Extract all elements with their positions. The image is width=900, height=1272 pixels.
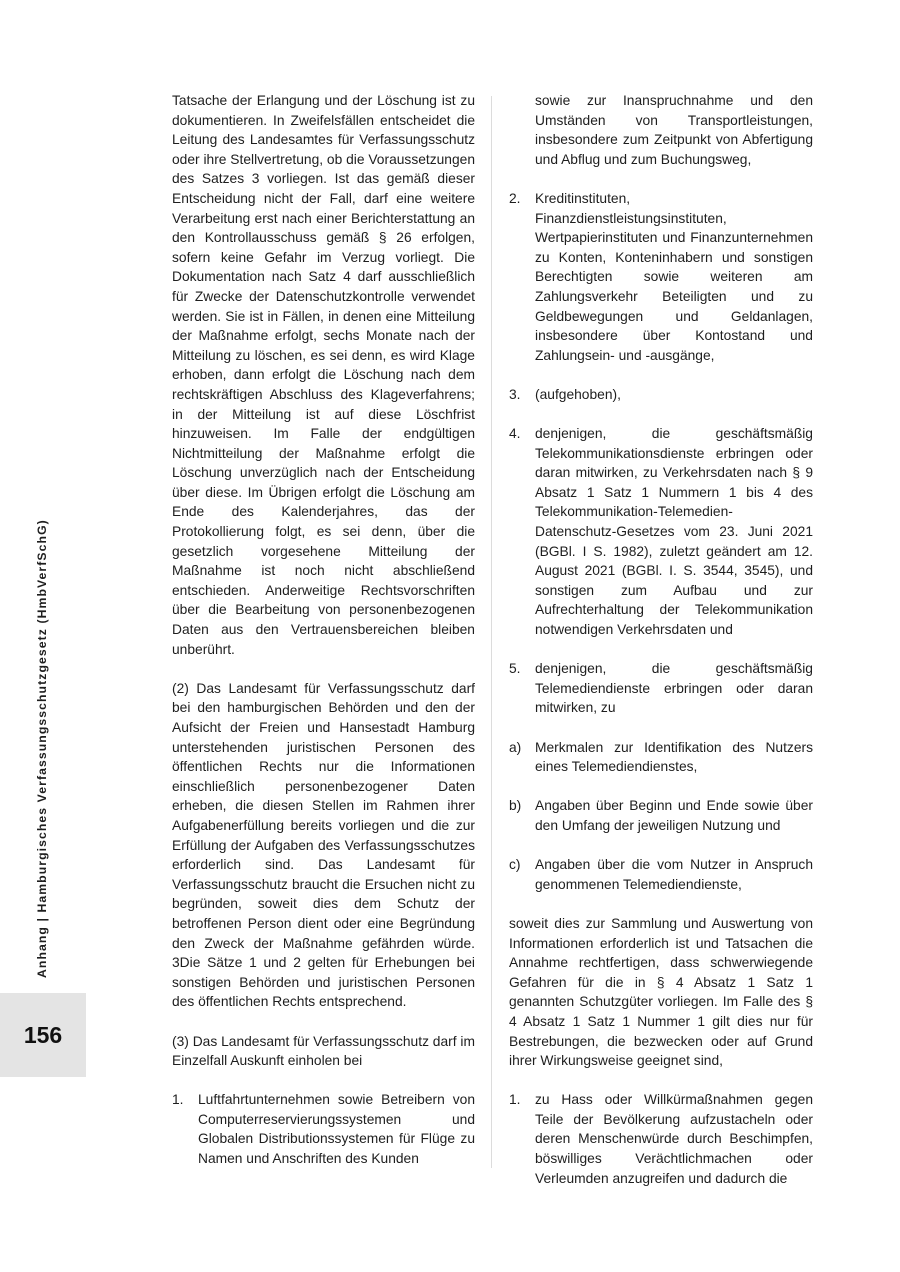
list-item	[509, 424, 813, 640]
list-item	[509, 385, 813, 405]
list-item-text: sowie zur Inanspruchnahme und den Umständen von Transportleistungen, insbesondere zum Zeitpunkt von Abfertigung und Abflug und zum Buchungsweg,	[535, 93, 813, 167]
list-item-text: denjenigen, die geschäftsmäßig Telekommunikationsdienste erbringen oder daran mitwirken, zu Verkehrsdaten nach § 9 Absatz 1 Satz 1 Nummern 1 bis 4 des Telekommunikation-Telemedien-Datenschutz-Gesetzes vom 23. Juni 2021 (BGBl. I S. 1982), zuletzt geändert am 12. August 2021 (BGBl. I. S. 3544, 3545), und sonstigen zum Aufbau und zur Aufrechterhaltung der Telekommunikation notwendigen Verkehrsdaten und	[535, 426, 813, 638]
list-item-continued	[509, 91, 813, 169]
list-item	[172, 1090, 475, 1168]
list-item-text: Angaben über die vom Nutzer in Anspruch genommenen Telemediendienste,	[535, 857, 813, 892]
list-item-number: 1.	[509, 1092, 521, 1108]
list-item-text: Merkmalen zur Identifikation des Nutzers eines Telemediendienstes,	[535, 739, 813, 775]
list-item-number: c)	[509, 857, 521, 873]
list-item-number: 5.	[509, 661, 521, 677]
list-item-number: 1.	[172, 1092, 184, 1108]
list-item	[509, 659, 813, 718]
page-number: 156	[23, 1021, 63, 1048]
list-item-text: Luftfahrtunternehmen sowie Betreibern von Computerreservierungssystemen und Globalen Distributionssystemen für Flüge zu Namen und Anschriften des Kunden	[198, 1092, 475, 1167]
right-column	[509, 91, 813, 1188]
column-divider	[491, 96, 492, 1168]
list-item-text: (aufgehoben),	[535, 386, 621, 402]
list-item-text: Angaben über Beginn und Ende sowie über den Umfang der jeweiligen Nutzung und	[535, 798, 813, 833]
list-item-number: 2.	[509, 190, 521, 206]
list-item	[509, 189, 813, 365]
left-column	[172, 91, 475, 1169]
list-item	[509, 1090, 813, 1188]
list-item-text: Kreditinstituten, Finanzdienstleistungsinstituten, Wertpapierinstituten und Finanzunternehmen zu Konten, Konteninhabern und sonstigen Berechtigten sowie weiteren am Zahlungsverkehr Beteiligten und zu Geldbewegungen und Geldanlagen, insbesondere über Kontostand und Zahlungsein- und -ausgänge,	[535, 190, 813, 363]
list-item-text: zu Hass oder Willkürmaßnahmen gegen Teile der Bevölkerung aufzustacheln oder deren Menschenwürde durch Beschimpfen, böswilliges Verächtlichmachen oder Verleumden anzugreifen und dadurch die	[535, 1092, 813, 1186]
running-header-vertical: Anhang | Hamburgisches Verfassungsschutzgesetz (HmbVerfSchG)	[35, 519, 49, 978]
paragraph-3: (3) Das Landesamt für Verfassungsschutz darf im Einzelfall Auskunft einholen bei	[172, 1033, 475, 1069]
paragraph-soweit: soweit dies zur Sammlung und Auswertung von Informationen erforderlich ist und Tatsachen die Annahme rechtfertigen, dass schwerwiegende Gefahren für die in § 4 Absatz 1 Satz 1 genannten Schutzgüter vorliegen. Im Falle des § 4 Absatz 1 Satz 1 Nummer 1 gilt dies nur für Bestrebungen, die bezwecken oder auf Grund ihrer Wirkungsweise geeignet sind,	[509, 915, 813, 1069]
list-item-number: 3.	[509, 386, 521, 402]
list-item-number: a)	[509, 739, 522, 755]
page-number-box	[0, 993, 86, 1077]
list-item-number: 4.	[509, 426, 521, 442]
list-item	[509, 855, 813, 894]
list-item	[509, 738, 813, 777]
paragraph-continued: Tatsache der Erlangung und der Löschung ist zu dokumentieren. In Zweifelsfällen entscheidet die Leitung des Landesamtes für Verfassungsschutz oder ihre Stellvertretung, ob die Voraussetzungen des Satzes 3 vorliegen. Ist das gemäß dieser Entscheidung nicht der Fall, darf eine weitere Verarbeitung erst nach einer Berichterstattung an den Kontrollausschuss gemäß § 26 erfolgen, sofern keine Gefahr im Verzug vorliegt. Die Dokumentation nach Satz 4 darf ausschließlich für Zwecke der Datenschutzkontrolle verwendet werden. Sie ist in Fällen, in denen eine Mitteilung der Maßnahme erfolgt, sechs Monate nach der Mitteilung zu löschen, es sei denn, es wird Klage erhoben, dann erfolgt die Löschung nach dem rechtskräftigen Abschluss des Klageverfahrens; in der Mitteilung ist auf diese Löschfrist hinzuweisen. Im Falle der endgültigen Nichtmitteilung der Maßnahme erfolgt die Löschung unverzüglich nach der Entscheidung über diese. Im Übrigen erfolgt die Löschung am Ende des Kalenderjahres, das der Protokollierung folgt, es sei denn, über die gesetzlich vorgesehene Mitteilung der Maßnahme ist noch nicht abschließend entschieden. Anderweitige Rechtsvorschriften über die Bearbeitung von personenbezogenen Daten aus den Vertrauensbereichen bleiben unberührt.	[172, 93, 475, 657]
list-item-text: denjenigen, die geschäftsmäßig Telemediendienste erbringen oder daran mitwirken, zu	[535, 661, 813, 716]
list-item	[509, 796, 813, 835]
paragraph-2: (2) Das Landesamt für Verfassungsschutz darf bei den hamburgischen Behörden und den der Aufsicht der Freien und Hansestadt Hamburg unterstehenden juristischen Personen des öffentlichen Rechts nur die Informationen einschließlich personenbezogener Daten erheben, die diesen Stellen im Rahmen ihrer Aufgabenerfüllung bereits vorliegen und die zur Erfüllung der Aufgaben des Verfassungsschutzes erforderlich sind. Das Landesamt für Verfassungsschutz braucht die Ersuchen nicht zu begründen, soweit dies dem Schutz der betroffenen Person dient oder eine Begründung den Zweck der Maßnahme gefährden würde. 3Die Sätze 1 und 2 gelten für Erhebungen bei sonstigen Behörden und juristischen Personen des öffentlichen Rechts entsprechend.	[172, 680, 475, 1010]
list-item-number: b)	[509, 798, 522, 814]
